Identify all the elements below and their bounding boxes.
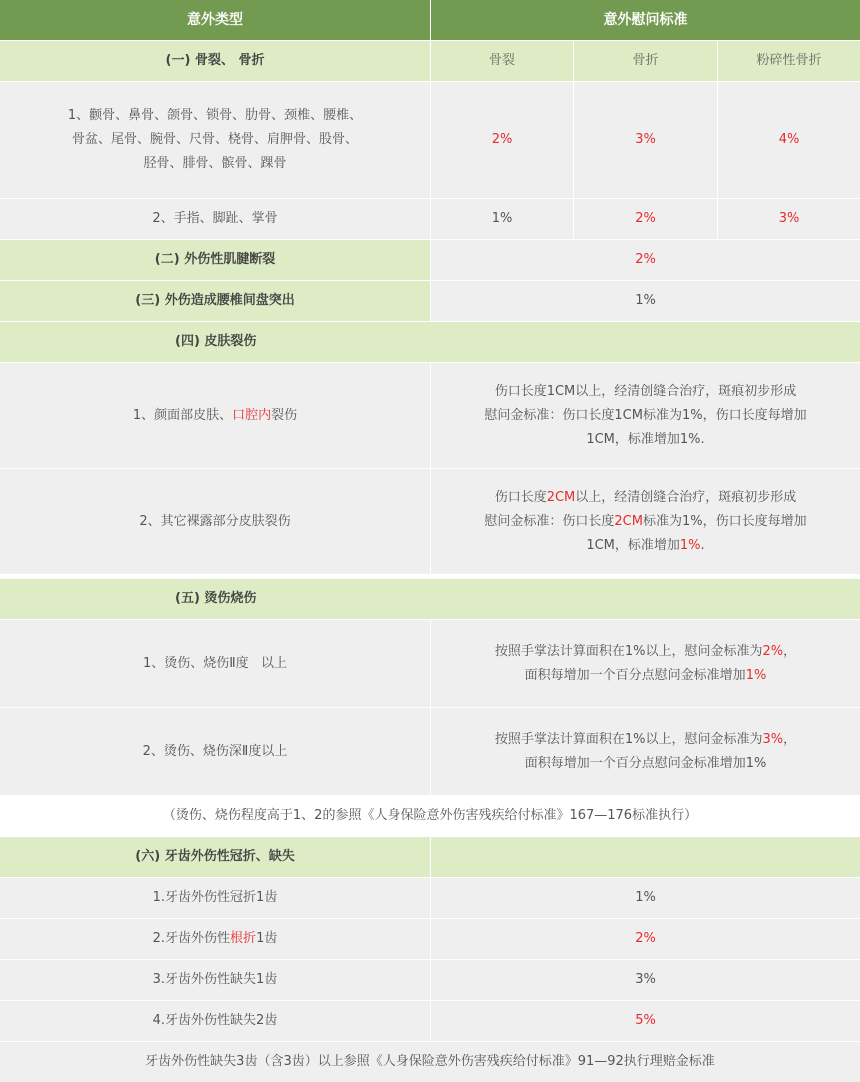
row-standard: 伤口长度1CM以上，经清创缝合治疗，斑痕初步形成 慰问金标准：伤口长度1CM标准为1%，伤口长度每增加 1CM，标准增加1%. [484, 383, 807, 447]
header-compensation-standard: 意外慰问标准 [431, 0, 860, 40]
section-tendon-rupture [0, 240, 860, 280]
section-title: (二) 外伤性肌腱断裂 [0, 240, 431, 280]
table-row [0, 82, 860, 198]
value-fracture: 2% [574, 199, 718, 239]
section-skin-laceration-header [0, 322, 860, 362]
section-teeth-header [0, 837, 860, 877]
value-fracture: 3% [574, 82, 718, 198]
table-row [0, 620, 860, 707]
row-standard: 按照手掌法计算面积在1%以上，慰问金标准为2%， 面积每增加一个百分点慰问金标准增加1% [494, 643, 797, 683]
note-row [0, 1042, 860, 1082]
row-label: 2、手指、脚趾、掌骨 [0, 199, 431, 239]
table-row [0, 919, 860, 959]
section-title: (四) 皮肤裂伤 [0, 322, 860, 362]
section-title-fill [431, 837, 860, 877]
subheader-comminuted: 粉碎性骨折 [718, 41, 860, 81]
section-title: (三) 外伤造成腰椎间盘突出 [0, 281, 431, 321]
row-label: 2、其它裸露部分皮肤裂伤 [0, 469, 431, 574]
value-crack: 1% [431, 199, 574, 239]
value-comminuted: 3% [778, 211, 800, 226]
row-label: 1、颜面部皮肤、 口腔内 裂伤 [0, 363, 431, 468]
table-header-row [0, 0, 860, 40]
row-label: 2、烫伤、烧伤深Ⅱ度以上 [0, 708, 431, 795]
row-standard: 伤口长度2CM以上，经清创缝合治疗，斑痕初步形成 慰问金标准：伤口长度2CM标准为1%，伤口长度每增加 1CM，标准增加1%. [484, 489, 807, 553]
section-fracture-header [0, 41, 860, 81]
row-label: 2.牙齿外伤性 根折 1齿 [0, 919, 431, 959]
teeth-note: 牙齿外伤性缺失3齿（含3齿）以上参照《人身保险意外伤害残疾给付标准》91—92执行理赔金标准 [145, 1054, 715, 1069]
row-label: 1.牙齿外伤性冠折1齿 [0, 878, 431, 918]
burn-note: （烫伤、烧伤程度高于1、2的参照《人身保险意外伤害残疾给付标准》167—176标准执行） [162, 808, 698, 823]
table-row [0, 878, 860, 918]
section-title: (六) 牙齿外伤性冠折、缺失 [0, 837, 431, 877]
row-value: 1% [635, 890, 656, 905]
section-title: (五) 烫伤烧伤 [0, 579, 860, 619]
row-standard: 按照手掌法计算面积在1%以上，慰问金标准为3%， 面积每增加一个百分点慰问金标准增加1% [494, 731, 797, 771]
subheader-crack: 骨裂 [431, 41, 574, 81]
row-label [0, 82, 431, 198]
header-accident-type: 意外类型 [0, 0, 431, 40]
section-disc-herniation [0, 281, 860, 321]
label-line: 1、颧骨、鼻骨、颌骨、锁骨、肋骨、颈椎、腰椎、 [67, 108, 363, 123]
row-label: 1、烫伤、烧伤Ⅱ度 以上 [0, 620, 431, 707]
label-line: 骨盆、尾骨、腕骨、尺骨、桡骨、肩胛骨、股骨、 [71, 132, 358, 147]
section-value: 2% [431, 240, 860, 280]
table-row [0, 1001, 860, 1041]
label-line: 胫骨、腓骨、髌骨、踝骨 [143, 156, 287, 171]
table-row [0, 469, 860, 574]
section-value: 1% [431, 281, 860, 321]
subheader-fracture: 骨折 [574, 41, 718, 81]
table-row [0, 960, 860, 1000]
note-row [0, 796, 860, 836]
section-title: (一) 骨裂、 骨折 [0, 41, 431, 81]
row-value: 3% [635, 972, 656, 987]
row-value: 2% [635, 931, 656, 946]
section-burn-header [0, 579, 860, 619]
table-row [0, 708, 860, 795]
table-row [0, 363, 860, 468]
table-row [0, 199, 860, 239]
row-label: 3.牙齿外伤性缺失1齿 [0, 960, 431, 1000]
row-value: 5% [635, 1013, 656, 1028]
value-crack: 2% [431, 82, 574, 198]
value-comminuted: 4% [778, 132, 800, 147]
row-label: 4.牙齿外伤性缺失2齿 [0, 1001, 431, 1041]
